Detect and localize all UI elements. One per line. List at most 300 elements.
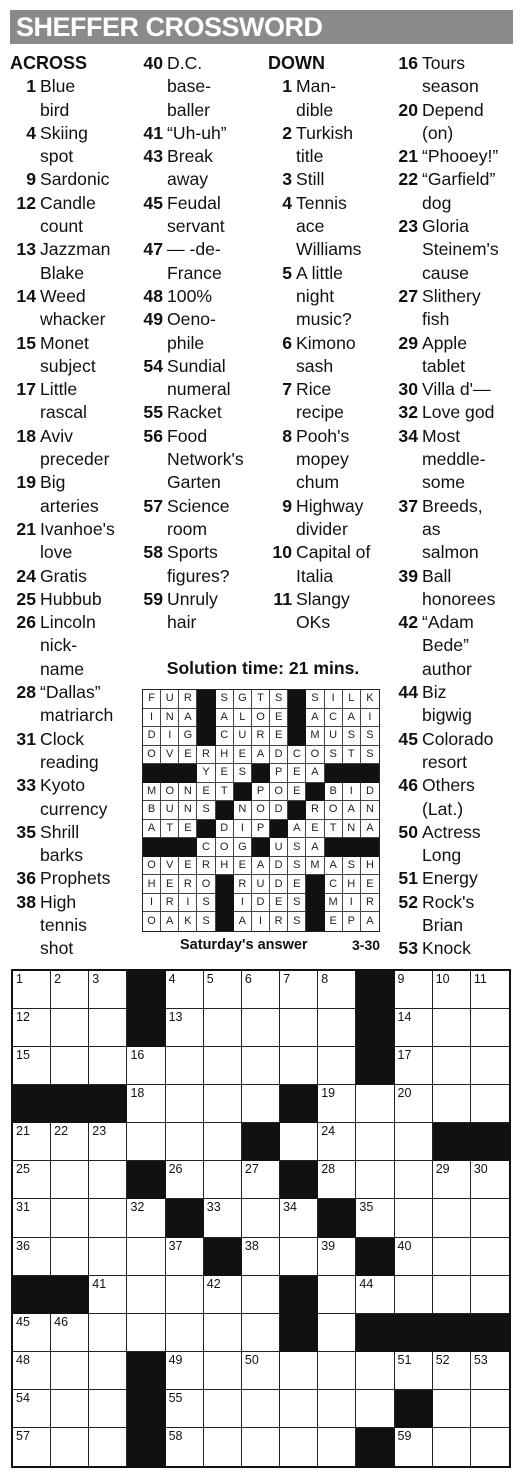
grid-cell[interactable]: [242, 1009, 280, 1047]
grid-cell[interactable]: [242, 971, 280, 1009]
grid-cell[interactable]: [51, 1352, 89, 1390]
clue-line: Pooh's: [296, 425, 350, 446]
answer-cell: O: [143, 746, 161, 765]
cell-number: 51: [397, 1352, 412, 1367]
grid-cell[interactable]: [166, 1352, 204, 1390]
answer-cell: E: [270, 709, 288, 728]
grid-cell[interactable]: [51, 1009, 89, 1047]
clue-27: [396, 285, 518, 332]
clue-5: [268, 262, 396, 332]
clue-line: “Phooey!”: [422, 146, 499, 167]
grid-cell[interactable]: [242, 1047, 280, 1085]
grid-cell[interactable]: [433, 1047, 471, 1085]
answer-cell: R: [197, 746, 215, 765]
cell-number: 55: [168, 1390, 183, 1405]
grid-cell[interactable]: [204, 1009, 242, 1047]
grid-cell[interactable]: [127, 1276, 165, 1314]
grid-cell[interactable]: [51, 971, 89, 1009]
grid-block: [356, 971, 394, 1009]
grid-cell[interactable]: [13, 1009, 51, 1047]
grid-cell[interactable]: [127, 1047, 165, 1085]
grid-cell[interactable]: [280, 971, 318, 1009]
clue-line: France: [167, 262, 222, 283]
clue-line: Feudal: [167, 192, 221, 213]
grid-cell[interactable]: [318, 1085, 356, 1123]
grid-cell[interactable]: [204, 1428, 242, 1466]
clue-line: Italia: [296, 565, 334, 586]
grid-cell[interactable]: [166, 1314, 204, 1352]
grid-cell[interactable]: [127, 1123, 165, 1161]
grid-cell[interactable]: [280, 1047, 318, 1085]
grid-cell[interactable]: [318, 1276, 356, 1314]
clue-number: 47: [143, 239, 163, 260]
grid-cell[interactable]: [51, 1238, 89, 1276]
grid-cell[interactable]: [471, 1238, 509, 1276]
grid-block: [51, 1085, 89, 1123]
grid-cell[interactable]: [204, 1199, 242, 1237]
clue-text: [40, 285, 132, 332]
clue-number: 8: [282, 425, 292, 446]
clue-text: [167, 145, 268, 192]
answer-cell: R: [361, 894, 379, 913]
grid-cell[interactable]: [356, 1085, 394, 1123]
grid-cell[interactable]: [127, 1314, 165, 1352]
grid-cell[interactable]: [204, 1352, 242, 1390]
answer-cell: E: [288, 764, 306, 783]
answer-cell: D: [216, 820, 234, 839]
clue-line: Slangy: [296, 588, 350, 609]
grid-cell[interactable]: [166, 1009, 204, 1047]
clue-text: [40, 122, 132, 169]
clue-text: [40, 168, 132, 191]
grid-cell[interactable]: [471, 1009, 509, 1047]
clue-line: tennis: [40, 914, 87, 935]
grid-cell[interactable]: [471, 1199, 509, 1237]
clue-line: (on): [422, 122, 454, 143]
crossword-title: SHEFFER CROSSWORD: [10, 10, 513, 44]
grid-cell[interactable]: [89, 1161, 127, 1199]
clue-line: Aviv: [40, 425, 73, 446]
grid-cell[interactable]: [204, 1314, 242, 1352]
answer-cell: S: [288, 912, 306, 931]
grid-cell[interactable]: [51, 1123, 89, 1161]
clue-text: [167, 355, 268, 402]
grid-cell[interactable]: [13, 1123, 51, 1161]
grid-cell[interactable]: [242, 1238, 280, 1276]
clue-line: OKs: [296, 612, 331, 633]
cell-number: 29: [435, 1162, 450, 1177]
answer-block: [234, 783, 252, 802]
clue-line: servant: [167, 216, 225, 237]
clue-number: 39: [398, 565, 418, 586]
grid-cell[interactable]: [433, 1085, 471, 1123]
grid-cell[interactable]: [395, 1352, 433, 1390]
answer-cell: P: [252, 820, 270, 839]
clue-line: subject: [40, 355, 96, 376]
grid-cell[interactable]: [13, 1161, 51, 1199]
clue-9: [10, 168, 132, 191]
grid-cell[interactable]: [89, 1009, 127, 1047]
answer-cell: C: [216, 727, 234, 746]
answer-caption: Saturday's answer: [180, 937, 308, 953]
answer-cell: S: [343, 727, 361, 746]
answer-cell: I: [234, 894, 252, 913]
grid-cell[interactable]: [89, 1276, 127, 1314]
answer-cell: I: [343, 894, 361, 913]
grid-cell[interactable]: [204, 1390, 242, 1428]
clue-line: Steinem's: [422, 239, 499, 260]
grid-cell[interactable]: [356, 1390, 394, 1428]
grid-cell[interactable]: [89, 1390, 127, 1428]
answer-cell: N: [179, 801, 197, 820]
grid-block: [280, 1314, 318, 1352]
grid-cell[interactable]: [242, 1276, 280, 1314]
grid-cell[interactable]: [471, 1352, 509, 1390]
clue-number: 10: [272, 542, 292, 563]
grid-cell[interactable]: [318, 1161, 356, 1199]
grid-cell[interactable]: [395, 1123, 433, 1161]
clue-12: [10, 192, 132, 239]
clue-2: [268, 122, 396, 169]
grid-cell[interactable]: [433, 1199, 471, 1237]
grid-cell[interactable]: [51, 1199, 89, 1237]
grid-block: [127, 1428, 165, 1466]
answer-block: [288, 801, 306, 820]
clue-38: [10, 891, 132, 961]
answer-cell: N: [234, 801, 252, 820]
cell-number: 49: [168, 1352, 183, 1367]
grid-cell[interactable]: [242, 1428, 280, 1466]
clue-line: Others: [422, 775, 475, 796]
answer-cell: S: [197, 912, 215, 931]
grid-cell[interactable]: [89, 1238, 127, 1276]
grid-cell[interactable]: [433, 1352, 471, 1390]
grid-cell[interactable]: [13, 1390, 51, 1428]
clue-30: [396, 378, 518, 401]
grid-cell[interactable]: [318, 1123, 356, 1161]
answer-block: [288, 709, 306, 728]
grid-cell[interactable]: [471, 1428, 509, 1466]
answer-cell: A: [252, 857, 270, 876]
clue-text: [40, 75, 132, 122]
clue-line: High: [40, 891, 77, 912]
clue-line: Kimono: [296, 332, 356, 353]
grid-cell[interactable]: [433, 1238, 471, 1276]
grid-cell[interactable]: [318, 971, 356, 1009]
answer-cell: T: [161, 820, 179, 839]
answer-cell: A: [234, 912, 252, 931]
answer-cell: L: [343, 690, 361, 709]
grid-cell[interactable]: [356, 1123, 394, 1161]
grid-cell[interactable]: [166, 1238, 204, 1276]
grid-cell[interactable]: [204, 971, 242, 1009]
clue-text: [40, 588, 132, 611]
grid-cell[interactable]: [395, 1161, 433, 1199]
grid-cell[interactable]: [242, 1314, 280, 1352]
grid-cell[interactable]: [127, 1199, 165, 1237]
grid-cell[interactable]: [280, 1238, 318, 1276]
grid-cell[interactable]: [166, 971, 204, 1009]
grid-cell[interactable]: [318, 1352, 356, 1390]
clue-number: 45: [143, 192, 163, 213]
grid-cell[interactable]: [204, 1123, 242, 1161]
grid-cell[interactable]: [13, 1352, 51, 1390]
grid-cell[interactable]: [89, 1047, 127, 1085]
grid-cell[interactable]: [89, 1123, 127, 1161]
answer-cell: U: [325, 727, 343, 746]
cell-number: 31: [16, 1200, 30, 1215]
clue-56: [140, 425, 268, 495]
grid-cell[interactable]: [280, 1390, 318, 1428]
answer-cell: E: [216, 764, 234, 783]
grid-cell[interactable]: [51, 1428, 89, 1466]
answer-cell: N: [179, 783, 197, 802]
grid-cell[interactable]: [51, 1314, 89, 1352]
clue-line: Energy: [422, 868, 478, 889]
grid-cell[interactable]: [471, 1390, 509, 1428]
cell-number: 41: [92, 1276, 107, 1291]
grid-cell[interactable]: [318, 1390, 356, 1428]
grid-cell[interactable]: [89, 1428, 127, 1466]
clue-number: 37: [398, 495, 418, 516]
grid-cell[interactable]: [471, 1085, 509, 1123]
answer-cell: G: [234, 838, 252, 857]
clue-number: 45: [398, 728, 418, 749]
answer-cell: U: [270, 838, 288, 857]
clue-number: 23: [398, 216, 418, 237]
grid-cell[interactable]: [166, 1085, 204, 1123]
clue-number: 43: [143, 146, 163, 167]
grid-cell[interactable]: [204, 1276, 242, 1314]
answer-cell: D: [252, 894, 270, 913]
grid-cell[interactable]: [51, 1161, 89, 1199]
clue-text: [296, 332, 396, 379]
clue-line: Kyoto: [40, 775, 85, 796]
grid-cell[interactable]: [166, 1390, 204, 1428]
grid-block: [127, 1352, 165, 1390]
clue-text: [422, 425, 518, 495]
grid-cell[interactable]: [204, 1047, 242, 1085]
grid-cell[interactable]: [13, 1238, 51, 1276]
grid-cell[interactable]: [166, 1047, 204, 1085]
clue-4: [268, 192, 396, 262]
grid-cell[interactable]: [433, 1390, 471, 1428]
clue-46: [396, 774, 518, 821]
grid-cell[interactable]: [433, 1161, 471, 1199]
grid-cell[interactable]: [51, 1047, 89, 1085]
grid-cell[interactable]: [242, 1085, 280, 1123]
clue-line: chum: [296, 472, 340, 493]
cell-number: 36: [16, 1238, 30, 1253]
clue-text: [167, 122, 268, 145]
grid-cell[interactable]: [318, 1238, 356, 1276]
clue-line: Gratis: [40, 565, 87, 586]
grid-cell[interactable]: [433, 1009, 471, 1047]
clue-line: Highway: [296, 495, 364, 516]
clue-text: [422, 52, 518, 99]
answer-date: 3-30: [352, 937, 381, 953]
answer-cell: S: [361, 727, 379, 746]
clue-line: Apple: [422, 332, 467, 353]
grid-cell[interactable]: [471, 1161, 509, 1199]
grid-cell[interactable]: [433, 1428, 471, 1466]
answer-cell: D: [270, 746, 288, 765]
grid-cell[interactable]: [242, 1161, 280, 1199]
cell-number: 39: [321, 1238, 336, 1253]
grid-block: [127, 1009, 165, 1047]
answer-cell: S: [306, 690, 324, 709]
clue-number: 19: [16, 472, 36, 493]
grid-cell[interactable]: [51, 1390, 89, 1428]
clue-line: spot: [40, 146, 74, 167]
cell-number: 17: [397, 1048, 412, 1063]
cell-number: 11: [473, 972, 487, 986]
clue-16: [396, 52, 518, 99]
clue-21: [10, 518, 132, 565]
clue-line: Breeds,: [422, 495, 483, 516]
grid-block: [280, 1161, 318, 1199]
grid-cell[interactable]: [318, 1428, 356, 1466]
cell-number: 22: [54, 1124, 69, 1139]
grid-cell[interactable]: [356, 1352, 394, 1390]
clue-line: Capital of: [296, 542, 371, 563]
grid-cell[interactable]: [166, 1428, 204, 1466]
clue-50: [396, 821, 518, 868]
cell-number: 37: [168, 1238, 183, 1253]
clue-text: [422, 867, 518, 890]
clue-43: [140, 145, 268, 192]
solution-time: Solution time: 21 mins.: [166, 658, 360, 678]
clue-15: [10, 332, 132, 379]
grid-cell[interactable]: [13, 1199, 51, 1237]
answer-cell: I: [343, 783, 361, 802]
grid-cell[interactable]: [395, 1428, 433, 1466]
answer-cell: S: [288, 857, 306, 876]
grid-cell[interactable]: [13, 1047, 51, 1085]
clue-number: 50: [398, 821, 418, 842]
clue-number: 51: [398, 868, 418, 889]
grid-cell[interactable]: [280, 1428, 318, 1466]
grid-cell[interactable]: [433, 1276, 471, 1314]
cell-number: 8: [321, 972, 329, 986]
answer-block: [143, 764, 161, 783]
grid-block: [356, 1314, 394, 1352]
grid-cell[interactable]: [356, 1276, 394, 1314]
grid-cell[interactable]: [13, 971, 51, 1009]
grid-cell[interactable]: [318, 1047, 356, 1085]
clue-line: hair: [167, 612, 197, 633]
cell-number: 3: [92, 972, 100, 986]
clue-58: [140, 541, 268, 588]
clue-line: reading: [40, 751, 99, 772]
grid-cell[interactable]: [471, 1276, 509, 1314]
grid-cell[interactable]: [242, 1199, 280, 1237]
grid-cell[interactable]: [166, 1161, 204, 1199]
answer-cell: M: [325, 894, 343, 913]
grid-cell[interactable]: [127, 1085, 165, 1123]
grid-block: [395, 1314, 433, 1352]
clue-line: arteries: [40, 495, 99, 516]
clue-33: [10, 774, 132, 821]
clue-line: Williams: [296, 239, 362, 260]
clue-text: [296, 378, 396, 425]
grid-cell[interactable]: [280, 1009, 318, 1047]
clue-text: [167, 588, 268, 635]
clue-line: Prophets: [40, 868, 111, 889]
grid-cell[interactable]: [318, 1314, 356, 1352]
answer-cell: C: [197, 838, 215, 857]
clue-line: Slithery: [422, 285, 481, 306]
grid-cell[interactable]: [395, 1238, 433, 1276]
grid-cell[interactable]: [280, 1352, 318, 1390]
clue-number: 41: [143, 122, 163, 143]
grid-cell[interactable]: [13, 1314, 51, 1352]
grid-cell[interactable]: [356, 1161, 394, 1199]
answer-cell: S: [361, 746, 379, 765]
clue-18: [10, 425, 132, 472]
clue-text: [422, 728, 518, 775]
clue-line: “Dallas”: [40, 682, 101, 703]
grid-cell[interactable]: [89, 971, 127, 1009]
grid-cell[interactable]: [204, 1085, 242, 1123]
clue-text: [40, 471, 132, 518]
grid-cell[interactable]: [471, 971, 509, 1009]
grid-cell[interactable]: [395, 1009, 433, 1047]
clue-text: [296, 122, 396, 169]
grid-cell[interactable]: [242, 1352, 280, 1390]
clue-line: Tours: [422, 53, 466, 73]
grid-cell[interactable]: [166, 1123, 204, 1161]
grid-cell[interactable]: [395, 971, 433, 1009]
grid-cell[interactable]: [318, 1009, 356, 1047]
grid-cell[interactable]: [89, 1352, 127, 1390]
grid-cell[interactable]: [395, 1199, 433, 1237]
grid-cell[interactable]: [204, 1161, 242, 1199]
grid-cell[interactable]: [356, 1199, 394, 1237]
clue-number: 35: [16, 821, 36, 842]
grid-cell[interactable]: [280, 1123, 318, 1161]
grid-cell[interactable]: [127, 1238, 165, 1276]
grid-cell[interactable]: [395, 1047, 433, 1085]
clue-line: author: [422, 658, 472, 679]
clue-number: 9: [26, 169, 36, 190]
cell-number: 23: [92, 1124, 107, 1139]
grid-cell[interactable]: [433, 971, 471, 1009]
grid-cell[interactable]: [280, 1199, 318, 1237]
grid-cell[interactable]: [89, 1314, 127, 1352]
answer-cell: O: [143, 857, 161, 876]
clue-line: Ivanhoe's: [40, 518, 115, 539]
grid-cell[interactable]: [89, 1199, 127, 1237]
clue-text: [167, 285, 268, 308]
grid-cell[interactable]: [395, 1085, 433, 1123]
grid-cell[interactable]: [242, 1390, 280, 1428]
grid-cell[interactable]: [13, 1428, 51, 1466]
cell-number: 38: [244, 1238, 259, 1253]
clue-number: 17: [16, 379, 36, 400]
grid-cell[interactable]: [166, 1276, 204, 1314]
clue-column-2: [140, 52, 268, 634]
answer-cell: E: [361, 875, 379, 894]
cell-number: 18: [130, 1086, 145, 1101]
answer-cell: A: [343, 801, 361, 820]
grid-cell[interactable]: [395, 1276, 433, 1314]
answer-cell: A: [325, 857, 343, 876]
answer-cell: A: [143, 820, 161, 839]
grid-cell[interactable]: [471, 1047, 509, 1085]
clue-49: [140, 308, 268, 355]
clue-text: [40, 565, 132, 588]
